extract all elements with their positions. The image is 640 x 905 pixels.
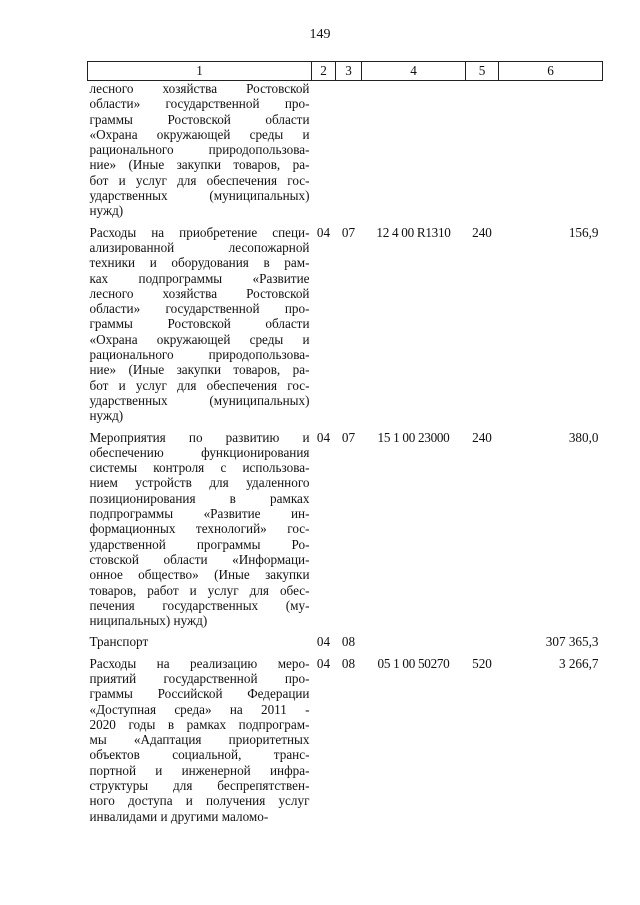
expense-type-code: 240	[472, 224, 492, 240]
description-line: нием устройств для удаленного	[89, 475, 310, 491]
description-line: товаров, работ и услуг для обес-	[89, 582, 310, 598]
description-line: инвалидами и другими маломо-	[89, 808, 269, 824]
description-line: 2020 годы в рамках подпрограм-	[89, 716, 310, 732]
description-line: бот и услуг для обеспечения гос-	[89, 377, 310, 393]
subsection-code: 08	[341, 655, 356, 671]
description-line: области» государственной про-	[89, 301, 310, 317]
header-row	[88, 62, 603, 81]
subsection-code: 07	[341, 429, 356, 445]
table-row	[88, 225, 603, 430]
description-line: Транспорт	[89, 634, 149, 650]
section-code: 04	[316, 224, 331, 240]
description-line: рационального природопользова-	[89, 142, 310, 158]
description-line: ние» (Иные закупки товаров, ра-	[89, 157, 310, 173]
column-header-4: 4	[362, 62, 466, 81]
table-row	[88, 634, 603, 655]
section-code	[312, 81, 336, 225]
subsection-code: 07	[341, 224, 356, 240]
column-header-3: 3	[336, 62, 362, 81]
description-line: формационных технологий» гос-	[89, 521, 310, 537]
description-line: лесного хозяйства Ростовской	[89, 81, 310, 96]
table-header	[88, 62, 603, 81]
expense-type-code: 520	[472, 655, 492, 671]
description-line: ударственных (муниципальных)	[89, 188, 310, 204]
description-line: бот и услуг для обеспечения гос-	[89, 172, 310, 188]
description-line: онное общество» (Иные закупки	[89, 567, 310, 583]
description-line: ализированной лесопожарной	[89, 239, 310, 255]
page-number: 149	[309, 27, 331, 42]
description-line: позиционирования в рамках	[89, 490, 310, 506]
description-line: портной и инженерной инфра-	[89, 762, 310, 778]
description-line: печения государственных (му-	[89, 597, 310, 613]
description-line: «Доступная среда» на 2011 -	[89, 701, 310, 717]
description-line: рационального природопользова-	[89, 347, 310, 363]
row-description	[88, 656, 312, 830]
description-line: структуры для беспрепятствен-	[89, 778, 310, 794]
description-line: подпрограммы «Развитие ин-	[89, 506, 310, 522]
section-code: 04	[316, 634, 331, 650]
column-header-1: 1	[88, 62, 312, 81]
description-line: мы «Адаптация приоритетных	[89, 732, 310, 748]
row-description	[88, 634, 312, 655]
description-line: обеспечению функционирования	[89, 444, 310, 460]
table-body	[88, 81, 603, 830]
description-line: «Охрана окружающей среды и	[89, 126, 310, 142]
column-header-5: 5	[466, 62, 499, 81]
amount: 307 365,3	[545, 634, 599, 650]
amount: 3 266,7	[558, 655, 599, 671]
description-line: ниципальных) нужд)	[89, 613, 208, 629]
description-line: системы контроля с использова-	[89, 460, 310, 476]
row-description	[88, 430, 312, 635]
table-row	[88, 430, 603, 635]
target-article-code: 05 1 00 50270	[377, 655, 450, 671]
table-row	[88, 81, 603, 225]
budget-table	[87, 61, 603, 830]
expense-type-code	[466, 634, 499, 655]
table-row	[88, 656, 603, 830]
description-line: стовской области «Информаци-	[89, 551, 310, 567]
description-line: лесного хозяйства Ростовской	[89, 285, 310, 301]
description-line: граммы Ростовской области	[89, 111, 310, 127]
target-article-code: 12 4 00 R1310	[376, 224, 451, 240]
description-line: нужд)	[89, 408, 124, 424]
target-article-code	[362, 634, 466, 655]
section-code: 04	[316, 655, 331, 671]
expense-type-code	[466, 81, 499, 225]
description-line: приятий государственной про-	[89, 670, 310, 686]
target-article-code: 15 1 00 23000	[377, 429, 450, 445]
description-line: области» государственной про-	[89, 96, 310, 112]
section-code: 04	[316, 429, 331, 445]
description-line: ках подпрограммы «Развитие	[89, 270, 310, 286]
subsection-code: 08	[341, 634, 356, 650]
description-line: Мероприятия по развитию и	[89, 429, 310, 445]
description-line: техники и оборудования в рам-	[89, 255, 310, 271]
row-description	[88, 81, 312, 225]
description-line: Расходы на приобретение специ-	[89, 224, 310, 240]
description-line: ного доступа и получения услуг	[89, 793, 310, 809]
description-line: «Охрана окружающей среды и	[89, 331, 310, 347]
expense-type-code: 240	[472, 429, 492, 445]
description-line: объектов социальной, транс-	[89, 747, 310, 763]
column-header-6: 6	[499, 62, 603, 81]
amount: 156,9	[568, 224, 599, 240]
description-line: ударственной программы Ро-	[89, 536, 310, 552]
description-line: ние» (Иные закупки товаров, ра-	[89, 362, 310, 378]
description-line: нужд)	[89, 203, 124, 219]
description-line: Расходы на реализацию меро-	[89, 655, 310, 671]
description-line: ударственных (муниципальных)	[89, 392, 310, 408]
subsection-code	[336, 81, 362, 225]
amount: 380,0	[568, 429, 599, 445]
row-description	[88, 225, 312, 430]
description-line: граммы Российской Федерации	[89, 686, 310, 702]
column-header-2: 2	[312, 62, 336, 81]
amount	[499, 81, 603, 225]
description-line: граммы Ростовской области	[89, 316, 310, 332]
target-article-code	[362, 81, 466, 225]
